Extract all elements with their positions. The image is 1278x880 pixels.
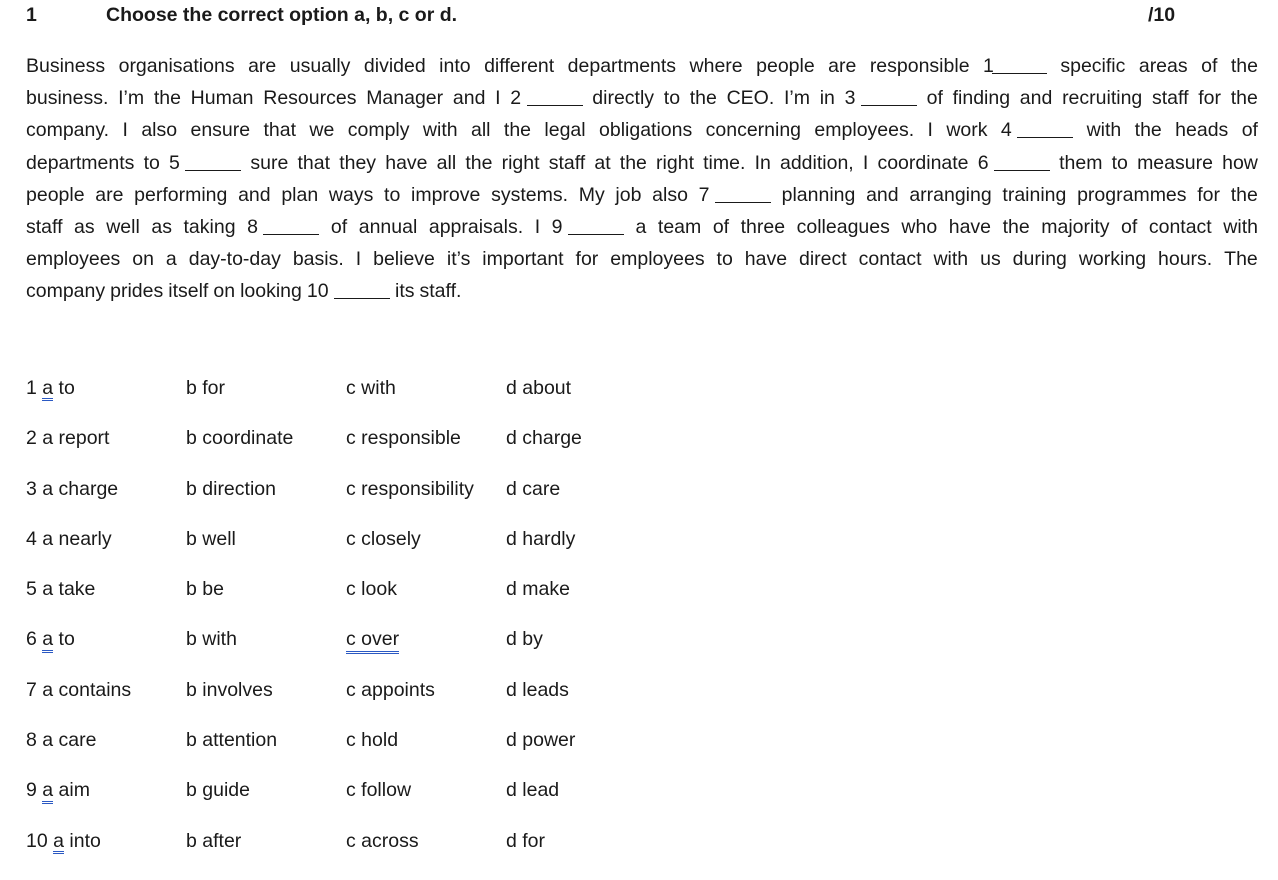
passage-word: of: [330, 215, 348, 238]
passage-word: right: [656, 151, 694, 174]
option-b[interactable]: b coordinate: [186, 427, 294, 450]
option-d[interactable]: d make: [506, 578, 570, 601]
passage-line: [26, 82, 1258, 114]
option-b[interactable]: b after: [186, 829, 242, 852]
passage-word: itself: [168, 280, 209, 303]
passage-word: hours.: [1158, 248, 1213, 271]
passage-word: organisations: [118, 55, 235, 77]
passage-word: believe: [373, 248, 435, 271]
passage-word: Business: [26, 55, 106, 77]
passage-word: day-to-day: [188, 248, 281, 271]
passage-line: [26, 275, 1258, 307]
passage-word: looking: [240, 280, 302, 303]
passage-word: the: [465, 151, 493, 174]
passage-word: Resources: [263, 87, 357, 110]
passage-line: [26, 211, 1258, 243]
passage-word: 2: [510, 82, 582, 114]
passage-word: the: [1230, 55, 1258, 77]
passage-word: recruiting: [1062, 87, 1143, 110]
option-a[interactable]: 10 a into: [26, 830, 101, 854]
passage-word: are: [248, 55, 277, 77]
passage-word: of: [1201, 55, 1218, 77]
option-c[interactable]: c hold: [346, 729, 399, 752]
option-a[interactable]: 9 a aim: [26, 779, 90, 803]
passage-word: 8: [247, 211, 319, 243]
passage-word: I: [122, 119, 128, 142]
option-c[interactable]: c follow: [346, 779, 412, 802]
passage-word: staff: [548, 151, 586, 174]
passage-word: business.: [26, 87, 109, 110]
gap-fill-passage: [26, 50, 1258, 308]
passage-word: I: [495, 87, 501, 110]
option-d[interactable]: d care: [506, 477, 561, 500]
passage-line: [26, 114, 1258, 146]
passage-word: all: [471, 119, 491, 142]
passage-word: team: [657, 215, 702, 238]
passage-word: also: [141, 119, 178, 142]
passage-word: at: [594, 151, 611, 174]
passage-word: I’m: [118, 87, 145, 110]
option-c[interactable]: c appoints: [346, 678, 435, 701]
passage-word: where: [689, 55, 743, 77]
passage-word: areas: [1138, 55, 1188, 77]
passage-word: with: [422, 119, 458, 142]
passage-word: as: [74, 215, 95, 238]
passage-word: 9: [552, 211, 624, 243]
passage-word: 1: [983, 50, 1047, 82]
passage-word: to: [384, 183, 401, 206]
option-a[interactable]: 1 a to: [26, 377, 75, 401]
passage-word: heads: [1175, 119, 1229, 142]
gap-blank[interactable]: [715, 184, 771, 203]
passage-word: I: [355, 248, 362, 271]
gap-blank[interactable]: [185, 152, 241, 171]
passage-word: a: [635, 215, 647, 238]
passage-word: 5: [169, 147, 241, 179]
passage-word: right: [501, 151, 540, 174]
passage-line: [26, 243, 1258, 275]
passage-word: that: [297, 151, 331, 174]
passage-word: into: [439, 55, 471, 77]
passage-word: and: [1019, 87, 1053, 110]
passage-word: the: [1230, 183, 1258, 206]
passage-word: annual: [358, 215, 418, 238]
passage-word: and: [238, 183, 271, 206]
passage-word: for: [1197, 183, 1220, 206]
passage-word: different: [484, 55, 555, 77]
passage-word: they: [339, 151, 377, 174]
score-total: /10: [1148, 4, 1176, 26]
proofing-mark: a: [42, 780, 53, 803]
passage-word: all: [436, 151, 457, 174]
option-d[interactable]: d for: [506, 829, 546, 852]
passage-word: of: [1121, 215, 1138, 238]
passage-word: to: [663, 87, 681, 110]
passage-word: the: [689, 87, 717, 110]
proofing-mark: a: [42, 629, 53, 652]
passage-word: on: [213, 280, 236, 303]
option-c[interactable]: c over: [346, 628, 399, 654]
passage-word: 4: [1001, 114, 1073, 146]
passage-word: with: [1223, 215, 1258, 238]
passage-word: I: [927, 119, 933, 142]
passage-word: concerning: [705, 119, 802, 142]
passage-word: systems.: [491, 183, 569, 206]
passage-word: and: [452, 87, 486, 110]
option-d[interactable]: d charge: [506, 427, 582, 450]
passage-word: job: [615, 183, 642, 206]
gap-blank[interactable]: [568, 216, 624, 235]
passage-word: comply: [347, 119, 410, 142]
passage-word: contact: [1148, 215, 1212, 238]
option-a[interactable]: 4 a nearly: [26, 527, 112, 550]
passage-word: for: [1198, 87, 1221, 110]
passage-word: to: [143, 151, 160, 174]
option-d[interactable]: d hardly: [506, 527, 576, 550]
option-c[interactable]: c across: [346, 829, 419, 852]
passage-word: how: [1222, 151, 1258, 174]
passage-word: company: [26, 280, 106, 303]
passage-word: My: [578, 183, 605, 206]
passage-word: who: [901, 215, 938, 238]
passage-word: it’s: [446, 248, 471, 271]
passage-word: ways: [328, 183, 374, 206]
passage-word: we: [309, 119, 335, 142]
passage-word: taking: [183, 215, 236, 238]
passage-word: are: [828, 55, 857, 77]
passage-word: well: [106, 215, 140, 238]
passage-word: performing: [134, 183, 228, 206]
passage-word: specific: [1060, 55, 1126, 77]
option-d[interactable]: d by: [506, 628, 543, 651]
passage-word: 3: [845, 82, 917, 114]
passage-word: of: [1241, 119, 1258, 142]
gap-blank[interactable]: [1017, 119, 1073, 138]
gap-blank[interactable]: [527, 87, 583, 106]
passage-word: the: [1002, 215, 1030, 238]
passage-word: employees: [610, 248, 705, 271]
gap-blank[interactable]: [334, 280, 390, 299]
passage-word: plan: [281, 183, 319, 206]
passage-word: 7: [699, 179, 771, 211]
exercise-instruction: Choose the correct option a, b, c or d.: [106, 4, 458, 26]
exercise-header: [26, 4, 1258, 28]
gap-blank[interactable]: [861, 87, 917, 106]
passage-word: divided: [363, 55, 426, 77]
passage-word: people: [26, 183, 85, 206]
passage-word: and: [866, 183, 899, 206]
passage-word: improve: [411, 183, 481, 206]
passage-word: that: [263, 119, 297, 142]
option-a[interactable]: 7 a contains: [26, 678, 132, 701]
passage-word: three: [740, 215, 786, 238]
passage-word: usually: [289, 55, 351, 77]
option-c[interactable]: c closely: [346, 527, 421, 550]
passage-word: majority: [1041, 215, 1110, 238]
passage-line: [26, 179, 1258, 211]
passage-word: arranging: [909, 183, 992, 206]
passage-word: appraisals.: [428, 215, 524, 238]
proofing-mark: a: [53, 831, 64, 854]
passage-word: employees.: [814, 119, 915, 142]
passage-word: during: [1012, 248, 1067, 271]
passage-word: staff: [1151, 87, 1189, 110]
passage-word: working: [1078, 248, 1147, 271]
passage-word: I: [862, 151, 869, 174]
passage-word: colleagues: [796, 215, 890, 238]
passage-word: I’m: [784, 87, 810, 110]
proofing-mark: a: [42, 378, 53, 401]
passage-word: also: [652, 183, 688, 206]
passage-word: have: [948, 215, 992, 238]
passage-word: employees: [26, 248, 121, 271]
passage-word: basis.: [292, 248, 344, 271]
passage-word: with: [1086, 119, 1122, 142]
option-a[interactable]: 2 a report: [26, 427, 110, 450]
passage-word: the: [1230, 87, 1258, 110]
passage-word: company.: [26, 119, 110, 142]
option-b[interactable]: b be: [186, 578, 224, 601]
passage-word: staff.: [419, 280, 462, 303]
passage-word: 10: [307, 275, 390, 307]
passage-word: to: [1111, 151, 1128, 174]
passage-word: have: [744, 248, 788, 271]
passage-word: measure: [1137, 151, 1213, 174]
passage-word: the: [1134, 119, 1162, 142]
passage-word: training: [1002, 183, 1067, 206]
passage-word: In: [754, 151, 771, 174]
passage-word: Human: [190, 87, 254, 110]
passage-word: sure: [250, 151, 289, 174]
gap-blank[interactable]: [263, 216, 319, 235]
passage-word: prides: [110, 280, 164, 303]
option-b[interactable]: b direction: [186, 477, 276, 500]
passage-word: a: [165, 248, 177, 271]
passage-word: obligations: [599, 119, 693, 142]
option-d[interactable]: d about: [506, 377, 572, 399]
passage-word: work: [946, 119, 988, 142]
passage-word: have: [385, 151, 428, 174]
passage-word: ensure: [190, 119, 251, 142]
passage-word: the: [619, 151, 647, 174]
option-b[interactable]: b with: [186, 628, 237, 651]
passage-line: [26, 147, 1258, 179]
passage-word: finding: [952, 87, 1011, 110]
passage-word: people: [756, 55, 815, 77]
passage-word: important: [482, 248, 564, 271]
passage-word: in: [819, 87, 835, 110]
option-d[interactable]: d lead: [506, 779, 560, 802]
option-c[interactable]: c with: [346, 377, 396, 399]
option-b[interactable]: b for: [186, 377, 226, 399]
option-c[interactable]: c look: [346, 578, 397, 601]
passage-word: them: [1059, 151, 1103, 174]
passage-word: programmes: [1077, 183, 1187, 206]
passage-word: direct: [799, 248, 847, 271]
passage-word: departments: [567, 55, 677, 77]
passage-word: its: [394, 280, 415, 303]
passage-word: contact: [858, 248, 922, 271]
passage-word: directly: [592, 87, 655, 110]
passage-word: Manager: [366, 87, 444, 110]
passage-word: 6: [978, 147, 1050, 179]
passage-word: CEO.: [726, 87, 775, 110]
option-a[interactable]: 6 a to: [26, 628, 75, 652]
passage-word: as: [151, 215, 172, 238]
passage-word: planning: [781, 183, 856, 206]
gap-blank[interactable]: [994, 152, 1050, 171]
option-d[interactable]: d power: [506, 729, 576, 752]
passage-word: of: [926, 87, 943, 110]
option-c[interactable]: c responsibility: [346, 477, 474, 500]
option-b[interactable]: b guide: [186, 779, 250, 802]
passage-word: with: [933, 248, 969, 271]
passage-word: addition,: [779, 151, 854, 174]
passage-word: coordinate: [877, 151, 969, 174]
passage-word: the: [503, 119, 532, 142]
passage-word: staff: [26, 215, 63, 238]
option-a[interactable]: 5 a take: [26, 578, 96, 601]
passage-line: [26, 50, 1258, 82]
passage-word: on: [132, 248, 154, 271]
passage-word: departments: [26, 151, 135, 174]
passage-word: for: [575, 248, 599, 271]
option-b[interactable]: b involves: [186, 678, 273, 701]
option-b[interactable]: b well: [186, 527, 236, 550]
passage-word: are: [95, 183, 124, 206]
passage-word: of: [712, 215, 730, 238]
option-a[interactable]: 8 a care: [26, 729, 97, 752]
passage-word: I: [534, 215, 541, 238]
option-c[interactable]: c responsible: [346, 427, 461, 450]
passage-word: time.: [703, 151, 746, 174]
passage-word: legal: [544, 119, 586, 142]
exercise-number: 1: [26, 4, 37, 26]
option-d[interactable]: d leads: [506, 678, 569, 701]
passage-word: The: [1224, 248, 1258, 271]
passage-word: responsible: [869, 55, 970, 77]
passage-word: us: [980, 248, 1001, 271]
option-a[interactable]: 3 a charge: [26, 477, 119, 500]
gap-blank[interactable]: [992, 55, 1047, 74]
option-b[interactable]: b attention: [186, 729, 278, 752]
passage-word: the: [153, 87, 181, 110]
passage-word: to: [716, 248, 733, 271]
